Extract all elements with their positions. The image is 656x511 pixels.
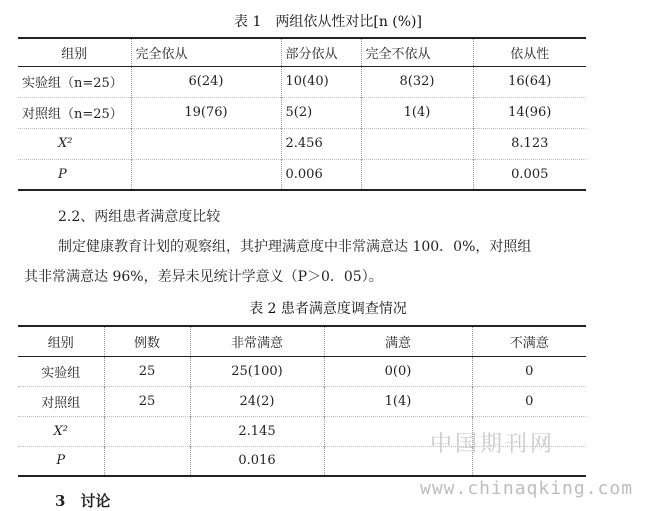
table2-cell: 实验组	[18, 356, 104, 386]
table1-header-compliance-rate: 依从性	[473, 38, 586, 66]
table2-cell	[104, 416, 190, 446]
table2-header-cases: 例数	[104, 326, 190, 356]
table2-stat-label: X²	[18, 416, 104, 446]
table2-header-satisfied: 满意	[324, 326, 472, 356]
table-row	[18, 97, 586, 128]
table1-caption: 表 1 两组依从性对比[n (%)]	[234, 14, 422, 30]
table1-stat-label: X²	[18, 128, 131, 159]
table2-header-row	[18, 326, 586, 356]
table1-cell	[361, 128, 473, 159]
table2-cell	[104, 446, 190, 476]
table1-cell: 14(96)	[473, 97, 586, 128]
table1-cell: 8.123	[473, 128, 586, 159]
table1-cell: 6(24)	[131, 66, 281, 97]
table1-cell: 实验组（n=25）	[18, 66, 131, 97]
table1-cell: 19(76)	[131, 97, 281, 128]
table1-header-group: 组别	[18, 38, 131, 66]
table-row	[18, 128, 586, 159]
table1-cell: 5(2)	[281, 97, 361, 128]
table1-cell	[361, 159, 473, 190]
table2-header-dissatisfied: 不满意	[472, 326, 586, 356]
table-row	[18, 386, 586, 416]
table2-cell: 1(4)	[324, 386, 472, 416]
table1-cell: 16(64)	[473, 66, 586, 97]
section-heading-discussion: 3 讨论	[55, 492, 111, 510]
table1-cell: 对照组（n=25）	[18, 97, 131, 128]
paragraph-line-2: 其非常满意达 96%，差异未见统计学意义（P＞0．05）。	[24, 269, 383, 285]
table1-cell: 0.005	[473, 159, 586, 190]
table2-cell: 0.016	[190, 446, 324, 476]
table2-cell: 24(2)	[190, 386, 324, 416]
table1-header-row	[18, 38, 586, 66]
table2-header-group: 组别	[18, 326, 104, 356]
section-heading: 2.2、两组患者满意度比较	[58, 209, 221, 225]
table2-cell: 对照组	[18, 386, 104, 416]
table1	[18, 37, 586, 191]
table2-cell: 0	[472, 356, 586, 386]
table2-cell: 0	[472, 386, 586, 416]
table2-cell: 25	[104, 356, 190, 386]
table1-cell	[131, 159, 281, 190]
table1-cell	[131, 128, 281, 159]
table2-header-very-satisfied: 非常满意	[190, 326, 324, 356]
table2-stat-label: P	[18, 446, 104, 476]
table1-cell: 1(4)	[361, 97, 473, 128]
watermark-url: www.chinaqking.com	[420, 478, 634, 499]
paragraph-line-1: 制定健康教育计划的观察组，其护理满意度中非常满意达 100．0%，对照组	[58, 239, 532, 255]
table1-cell: 10(40)	[281, 66, 361, 97]
table1-cell: 8(32)	[361, 66, 473, 97]
table1-cell: 0.006	[281, 159, 361, 190]
table2-caption: 表 2 患者满意度调查情况	[249, 301, 407, 317]
table1-header-non-compliance: 完全不依从	[361, 38, 473, 66]
table2-cell: 25(100)	[190, 356, 324, 386]
table1-cell: 2.456	[281, 128, 361, 159]
table-row	[18, 356, 586, 386]
watermark-chinese: 中国期刊网	[430, 432, 556, 457]
table1-header-partial-compliance: 部分依从	[281, 38, 361, 66]
table2-cell: 2.145	[190, 416, 324, 446]
table1-stat-label: P	[18, 159, 131, 190]
table-row	[18, 66, 586, 97]
table-row	[18, 159, 586, 190]
table1-header-full-compliance: 完全依从	[131, 38, 281, 66]
table2-cell: 25	[104, 386, 190, 416]
table2-cell: 0(0)	[324, 356, 472, 386]
